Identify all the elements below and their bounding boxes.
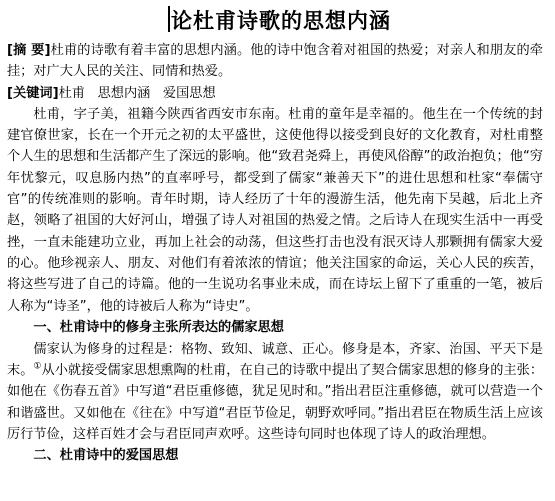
document-title: 论杜甫诗歌的思想内涵: [171, 9, 391, 33]
keywords-tag: [关键词]: [7, 85, 59, 101]
text-cursor: [168, 6, 170, 32]
section-heading-2: 二、杜甫诗中的爱国思想: [33, 448, 179, 464]
section1-text-b: 从小就接受儒家思想熏陶的杜甫，在自己的诗歌中提出了契合儒家思想的修身的主张：如他在《伤春五首》中写道“君臣重修德，犹足见时和。”指出君臣注重修德，就可以营造一个和谐盛世。又如他在《往在》中写道“君臣节俭足，朝野欢呼同。”指出君臣在物质生活上应该厉行节俭，这样百姓才会与君臣同声欢呼。这些诗句同时也体现了诗人的政治理想。: [7, 363, 544, 443]
abstract-tag: [摘 要]: [7, 43, 51, 58]
keywords-text: 杜甫 思想内涵 爱国思想: [58, 85, 216, 101]
footnote-marker: ①: [33, 361, 42, 372]
abstract-text: 杜甫的诗歌有着丰富的思想内涵。他的诗中饱含着对祖国的热爱；对亲人和朋友的牵挂；对广大人民的关注、同情和热爱。: [7, 43, 543, 80]
section-heading-1: 一、杜甫诗中的修身主张所表达的儒家思想: [33, 319, 284, 335]
section1-paragraph: [7, 339, 543, 445]
intro-paragraph: 杜甫，字子美，祖籍今陕西省西安市东南。杜甫的童年是幸福的。他生在一个传统的封建官僚世家，长在一个开元之初的太平盛世，这使他得以接受到良好的文化教育，对杜甫整个人生的思想和生活都产生了深远的影响。他“致君尧舜上，再使风俗醇”的政治抱负；他“穷年忧黎元，叹息肠内热”的直率呼号，都受到了儒家“兼善天下”的进仕思想和杜家“奉儒守官”的传统准则的影响。青年时期，诗人经历了十年的漫游生活，他先南下吴越，后北上齐赵，领略了祖国的大好河山，增强了诗人对祖国的热爱之情。之后诗人在现实生活中一再受挫，一直未能建功立业，再加上社会的动荡，但这些打击也没有泯灭诗人那颗拥有儒家大爱的心。他珍视亲人、朋友、对他们有着浓浓的情谊；他关注国家的命运，关心人民的疾苦，将这些写进了自己的诗篇。他的一生说功名事业未成，而在诗坛上留下了重重的一笔，被后人称为“诗圣”，他的诗被后人称为“诗史”。: [7, 106, 543, 314]
document-body: [7, 40, 543, 467]
keywords-paragraph: [7, 83, 543, 104]
section1-text-a: 儒家认为修身的过程是：格物、致知、诚意、正心。修身是本，齐家、治国、平天下是末。: [7, 341, 543, 379]
abstract-paragraph: [7, 40, 543, 83]
